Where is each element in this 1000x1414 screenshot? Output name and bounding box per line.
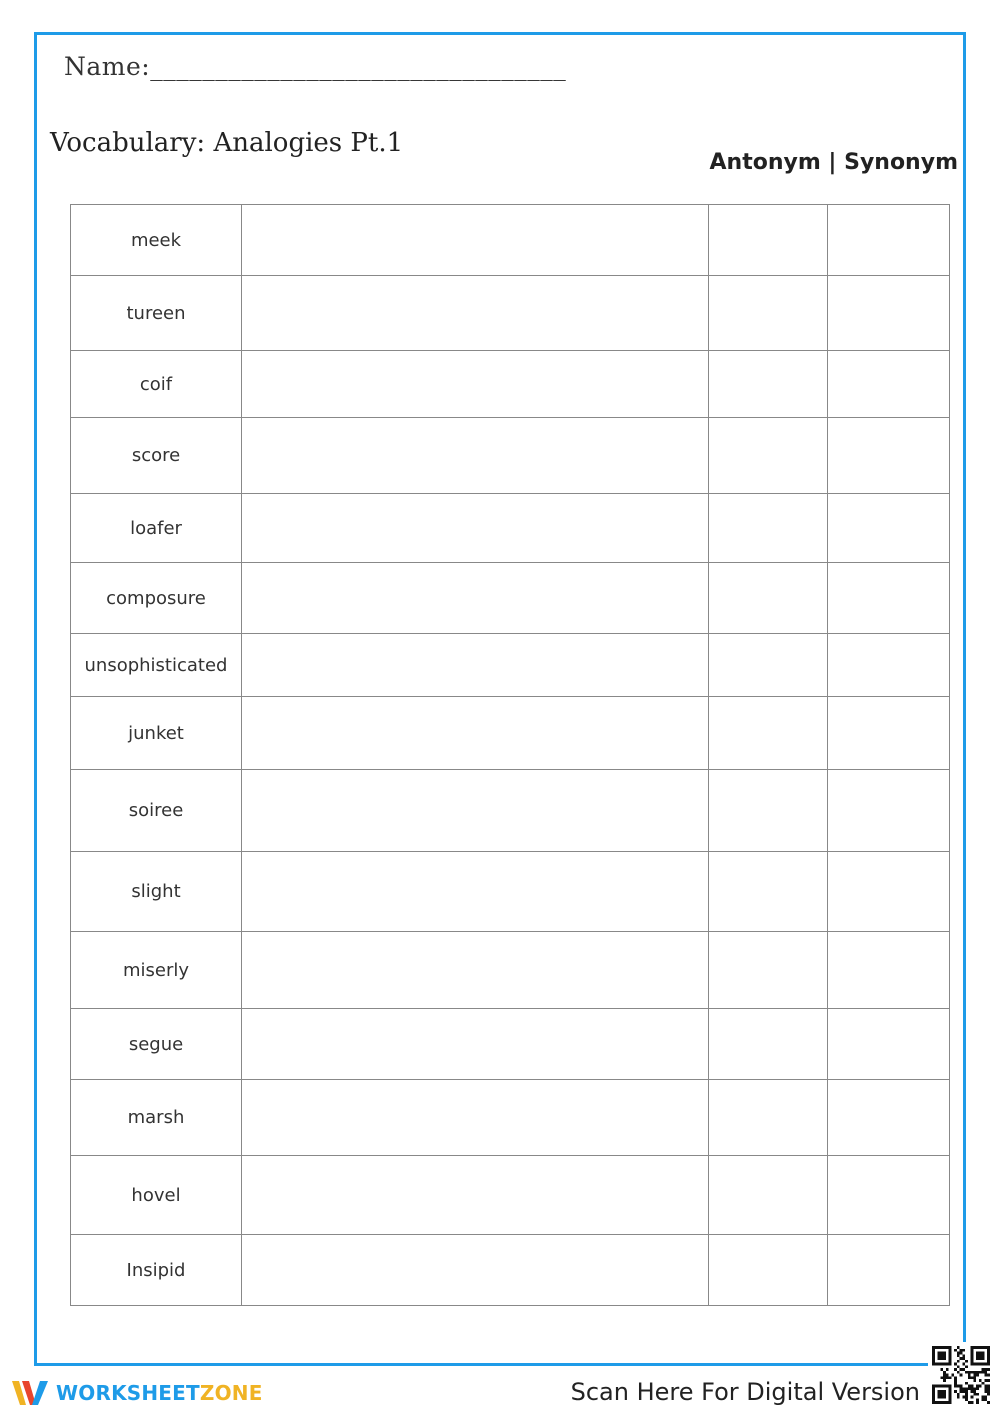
- answer-cell[interactable]: [242, 697, 709, 770]
- vocab-word: meek: [71, 205, 242, 276]
- synonym-cell[interactable]: [828, 697, 950, 770]
- vocab-word: miserly: [71, 932, 242, 1009]
- table-row: [71, 697, 950, 770]
- answer-cell[interactable]: [242, 1156, 709, 1235]
- table-row: [71, 932, 950, 1009]
- table-row: [71, 351, 950, 418]
- brand-logo[interactable]: [10, 1374, 263, 1412]
- antonym-cell[interactable]: [709, 205, 828, 276]
- qr-code-icon[interactable]: [928, 1342, 994, 1408]
- synonym-cell[interactable]: [828, 852, 950, 932]
- answer-cell[interactable]: [242, 634, 709, 697]
- synonym-cell[interactable]: [828, 351, 950, 418]
- antonym-cell[interactable]: [709, 697, 828, 770]
- synonym-cell[interactable]: [828, 634, 950, 697]
- vocab-word: unsophisticated: [71, 634, 242, 697]
- antonym-cell[interactable]: [709, 932, 828, 1009]
- table-row: [71, 634, 950, 697]
- table-row: [71, 770, 950, 852]
- antonym-cell[interactable]: [709, 563, 828, 634]
- brand-name: WORKSHEETZONE: [56, 1381, 263, 1405]
- antonym-cell[interactable]: [709, 276, 828, 351]
- synonym-cell[interactable]: [828, 1235, 950, 1306]
- synonym-cell[interactable]: [828, 932, 950, 1009]
- synonym-cell[interactable]: [828, 1009, 950, 1080]
- answer-cell[interactable]: [242, 1080, 709, 1156]
- vocab-word: score: [71, 418, 242, 494]
- synonym-cell[interactable]: [828, 1080, 950, 1156]
- table-row: [71, 1235, 950, 1306]
- vocab-word: loafer: [71, 494, 242, 563]
- synonym-cell[interactable]: [828, 563, 950, 634]
- antonym-cell[interactable]: [709, 418, 828, 494]
- worksheet-title: Vocabulary: Analogies Pt.1: [50, 128, 404, 158]
- antonym-cell[interactable]: [709, 1235, 828, 1306]
- column-legend: Antonym | Synonym: [709, 150, 958, 175]
- synonym-cell[interactable]: [828, 770, 950, 852]
- antonym-cell[interactable]: [709, 634, 828, 697]
- table-row: [71, 418, 950, 494]
- vocab-word: segue: [71, 1009, 242, 1080]
- answer-cell[interactable]: [242, 1009, 709, 1080]
- answer-cell[interactable]: [242, 276, 709, 351]
- answer-cell[interactable]: [242, 563, 709, 634]
- antonym-cell[interactable]: [709, 1009, 828, 1080]
- vocab-word: slight: [71, 852, 242, 932]
- antonym-cell[interactable]: [709, 852, 828, 932]
- vocab-word: hovel: [71, 1156, 242, 1235]
- answer-cell[interactable]: [242, 770, 709, 852]
- synonym-cell[interactable]: [828, 1156, 950, 1235]
- table-row: [71, 1080, 950, 1156]
- answer-cell[interactable]: [242, 418, 709, 494]
- table-row: [71, 494, 950, 563]
- synonym-cell[interactable]: [828, 276, 950, 351]
- antonym-cell[interactable]: [709, 351, 828, 418]
- answer-cell[interactable]: [242, 494, 709, 563]
- table-row: [71, 852, 950, 932]
- vocab-word: junket: [71, 697, 242, 770]
- antonym-cell[interactable]: [709, 1080, 828, 1156]
- answer-cell[interactable]: [242, 1235, 709, 1306]
- table-row: [71, 563, 950, 634]
- vocab-word: tureen: [71, 276, 242, 351]
- synonym-cell[interactable]: [828, 494, 950, 563]
- table-row: [71, 1009, 950, 1080]
- vocab-word: coif: [71, 351, 242, 418]
- table-row: [71, 1156, 950, 1235]
- vocab-word: Insipid: [71, 1235, 242, 1306]
- antonym-cell[interactable]: [709, 1156, 828, 1235]
- table-row: [71, 276, 950, 351]
- answer-cell[interactable]: [242, 932, 709, 1009]
- synonym-cell[interactable]: [828, 205, 950, 276]
- vocabulary-table: [70, 204, 950, 1306]
- table-row: [71, 205, 950, 276]
- name-field-label: Name:________________________________: [64, 52, 567, 81]
- answer-cell[interactable]: [242, 205, 709, 276]
- answer-cell[interactable]: [242, 351, 709, 418]
- worksheetzone-logo-icon: [10, 1375, 50, 1411]
- vocab-word: soiree: [71, 770, 242, 852]
- vocab-word: composure: [71, 563, 242, 634]
- antonym-cell[interactable]: [709, 770, 828, 852]
- vocab-word: marsh: [71, 1080, 242, 1156]
- answer-cell[interactable]: [242, 852, 709, 932]
- synonym-cell[interactable]: [828, 418, 950, 494]
- antonym-cell[interactable]: [709, 494, 828, 563]
- scan-instruction: Scan Here For Digital Version: [570, 1378, 920, 1406]
